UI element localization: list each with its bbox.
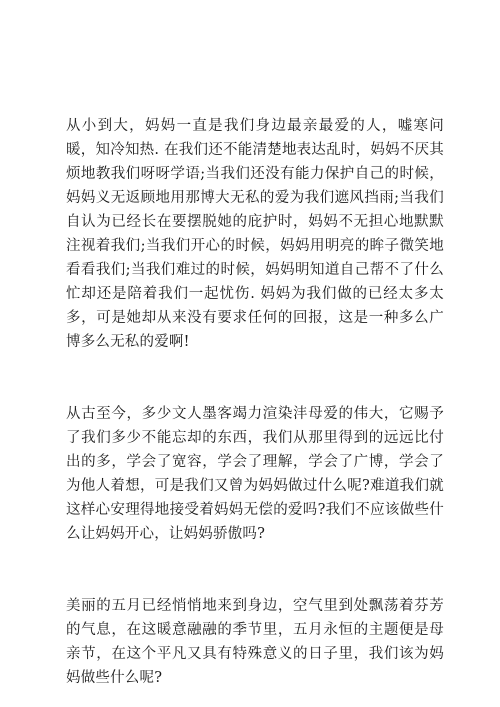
paragraph-3: 美丽的五月已经悄悄地来到身边，空气里到处飘荡着芬芳的气息，在这暖意融融的季节里，五月永恒的主题便是母亲节，在这个平凡又具有特殊意义的日子里，我们该为妈妈做些什么呢? <box>66 598 444 686</box>
document-body <box>66 114 444 690</box>
paragraph-2: 从古至今，多少文人墨客竭力渲染沣母爱的伟大，它赐予了我们多少不能忘却的东西，我们从那里得到的远远比付出的多，学会了宽容，学会了理解，学会了广博，学会了为他人着想，可是我们又曾为妈妈做过什么呢?难道我们就这样心安理得地接受着妈妈无偿的爱吗?我们不应该做些什么让妈妈开心，让妈妈骄傲吗? <box>66 406 444 542</box>
paragraph-1: 从小到大，妈妈一直是我们身边最亲最爱的人，嘘寒问暖，知冷知热. 在我们还不能清楚地表达乱时，妈妈不厌其烦地教我们呀呀学语;当我们还没有能力保护自己的时候，妈妈义无返顾地用那博大无私的爱为我们遮风挡雨;当我们自认为已经长在要摆脱她的庇护时，妈妈不无担心地默默注视着我们;当我们开心的时候，妈妈用明亮的眸子微笑地看看我们;当我们难过的时候，妈妈明知道自己帮不了什么忙却还是陪着我们一起忧伤. 妈妈为我们做的已经太多太多，可是她却从来没有要求任何的回报，这是一种多么广博多么无私的爱啊! <box>66 118 444 350</box>
